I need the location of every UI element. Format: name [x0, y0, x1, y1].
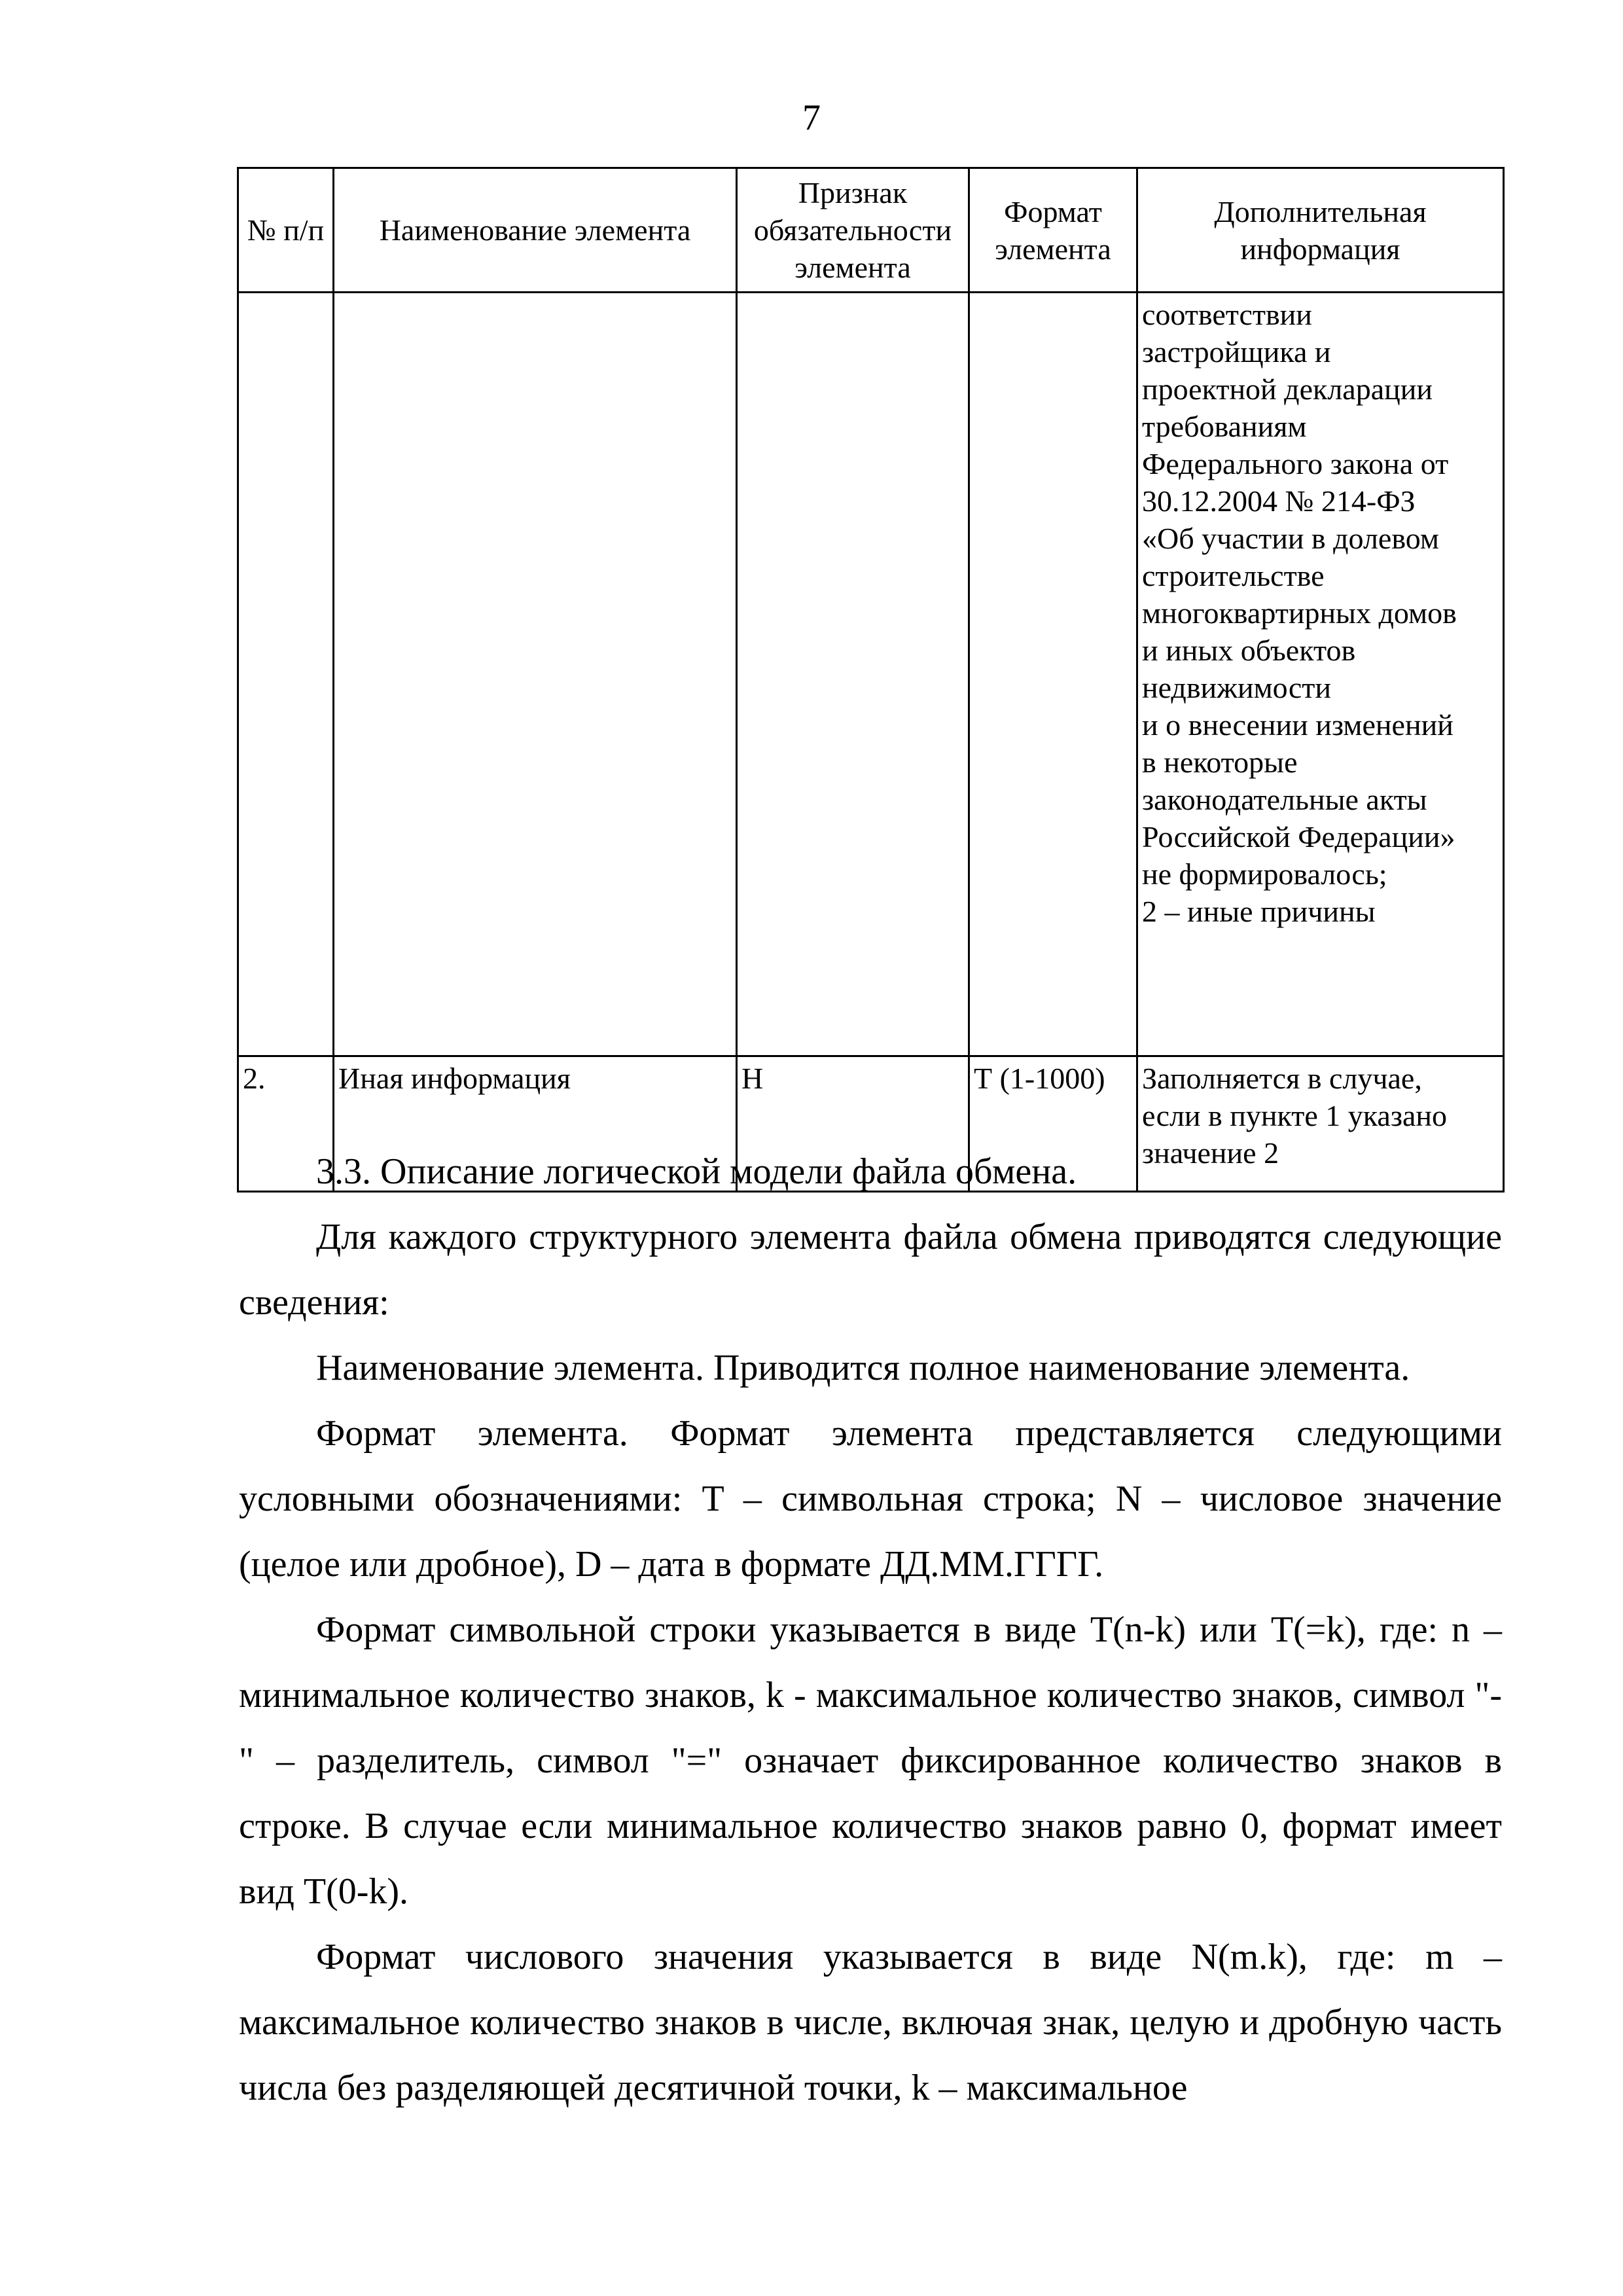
info-line: Российской Федерации» [1142, 820, 1455, 853]
info-line: Федерального закона от [1142, 447, 1449, 480]
info-line: «Об участии в долевом [1142, 522, 1439, 555]
table-header-row [238, 168, 1504, 293]
info-line: не формировалось; [1142, 857, 1387, 891]
info-line: значение 2 [1142, 1136, 1279, 1170]
info-line: в некоторые [1142, 745, 1298, 779]
header-info: Дополнительная информация [1137, 168, 1504, 293]
paragraph: Формат элемента. Формат элемента представляется следующими условными обозначениями: T – символьная строка; N – числовое значение (целое или дробное), D – дата в формате ДД.ММ.ГГГГ. [239, 1413, 1502, 1585]
header-format: Формат элемента [969, 168, 1137, 293]
paragraph: Наименование элемента. Приводится полное наименование элемента. [316, 1348, 1410, 1388]
cell-required [737, 293, 969, 1056]
info-line: требованиям [1142, 410, 1307, 443]
elements-table [237, 167, 1505, 1193]
info-line: застройщика и [1142, 335, 1331, 368]
header-required: Признак обязательности элемента [737, 168, 969, 293]
cell-num [238, 293, 334, 1056]
info-line: 2 – иные причины [1142, 895, 1376, 928]
cell-format: Т (1-1000) [969, 1056, 1137, 1192]
cell-format [969, 293, 1137, 1056]
paragraph: Формат символьной строки указывается в виде T(n-k) или T(=k), где: n – минимальное количество знаков, k - максимальное количество знаков, символ "-" – разделитель, символ "=" означает фиксированное количество знаков в строке. В случае если минимальное количество знаков равно 0, формат имеет вид T(0-k). [239, 1609, 1502, 1912]
cell-info [1137, 293, 1504, 1056]
cell-num: 2. [238, 1056, 334, 1192]
info-line: недвижимости [1142, 671, 1331, 704]
info-line: соответствии [1142, 298, 1312, 331]
table-row [238, 293, 1504, 1056]
info-line: 30.12.2004 № 214-ФЗ [1142, 484, 1416, 518]
section-heading: 3.3. Описание логической модели файла обмена. [316, 1151, 1077, 1192]
paragraph: Для каждого структурного элемента файла обмена приводятся следующие сведения: [239, 1217, 1502, 1323]
cell-name [334, 293, 737, 1056]
cell-name: Иная информация [334, 1056, 737, 1192]
info-line: Заполняется в случае, [1142, 1062, 1422, 1095]
header-name: Наименование элемента [334, 168, 737, 293]
info-line: если в пункте 1 указано [1142, 1099, 1448, 1132]
info-line: строительстве [1142, 559, 1325, 592]
paragraph: Формат числового значения указывается в виде N(m.k), где: m – максимальное количество знаков в числе, включая знак, целую и дробную часть числа без разделяющей десятичной точки, k – максимальное [239, 1937, 1502, 2108]
info-line: проектной декларации [1142, 372, 1433, 406]
cell-required: Н [737, 1056, 969, 1192]
page-number: 7 [802, 98, 821, 138]
info-line: и иных объектов [1142, 634, 1356, 667]
info-line: законодательные акты [1142, 783, 1427, 816]
info-line: и о внесении изменений [1142, 708, 1454, 742]
info-line: многоквартирных домов [1142, 596, 1457, 630]
header-num: № п/п [238, 168, 334, 293]
